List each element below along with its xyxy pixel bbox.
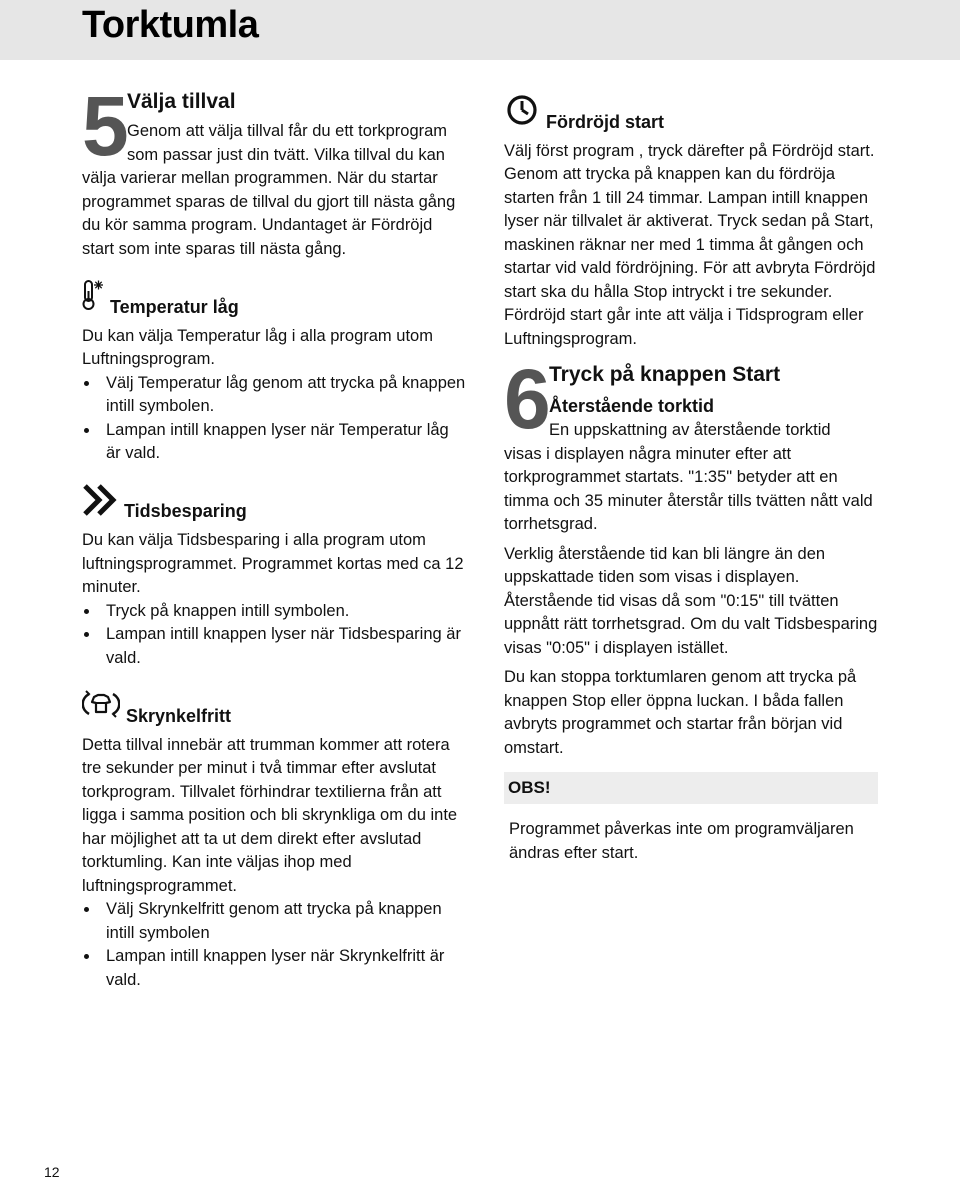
clock-icon bbox=[504, 94, 540, 134]
list-item: Tryck på knappen intill symbolen. bbox=[82, 600, 467, 624]
list-item: Välj Skrynkelfritt genom att trycka på knappen intill symbolen bbox=[82, 898, 467, 945]
list-item: Lampan intill knappen lyser när Temperatur låg är vald. bbox=[82, 419, 467, 466]
option-text: Du kan välja Tidsbesparing i alla program utom luftningsprogrammet. Programmet kortas med ca 12 minuter. bbox=[82, 531, 464, 596]
step-intro-continued: välja varierar mellan programmen. När du startar programmet sparas de tillval du gjort till nästa gång du kör samma program. Undantaget är Fördröjd start som inte sparas till nästa gång. bbox=[82, 169, 456, 258]
step-intro: Genom att välja tillval får du ett torkprogram som passar just din tvätt. Vilka tillval du kan bbox=[127, 122, 448, 164]
step-intro-continued: visas i displayen några minuter efter att torkprogrammet startats. "1:35" betyder att en timma och 35 minuter återstår tills tvätten nått vald torrhetsgrad. bbox=[504, 444, 873, 533]
left-column bbox=[82, 79, 467, 992]
bullet-list bbox=[82, 898, 467, 992]
bullet-list bbox=[82, 372, 467, 466]
option-text: Välj först program , tryck därefter på Fördröjd start. Genom att trycka på knappen kan du fördröja starten från 1 till 24 timmar. Lampan intill knappen lyser när tillvalet är aktiverat. Tryck sedan på Start, maskinen räknar ner med 1 timma åt gången och startar vid vald fördröjning. För att avbryta Fördröjd start ska du hålla Stop intryckt i tre sekunder. Fördröjd start går inte att välja i Tidsprogram eller Luftningsprogram. bbox=[504, 141, 876, 348]
option-title: Fördröjd start bbox=[546, 111, 665, 132]
option-heading-skrynkelfritt bbox=[82, 688, 467, 728]
option-text: Du kan välja Temperatur låg i alla program utom Luftningsprogram. bbox=[82, 326, 433, 368]
thermometer-low-icon bbox=[82, 279, 104, 319]
list-item: Välj Temperatur låg genom att trycka på knappen intill symbolen. bbox=[82, 372, 467, 419]
option-heading-fordrojd-start bbox=[504, 94, 884, 134]
list-item: Lampan intill knappen lyser när Skrynkelfritt är vald. bbox=[82, 945, 467, 992]
step-subtitle: Återstående torktid bbox=[549, 396, 715, 416]
option-title: Tidsbesparing bbox=[124, 501, 247, 521]
option-heading-temperatur-lag bbox=[82, 279, 467, 319]
list-item: Lampan intill knappen lyser när Tidsbesparing är vald. bbox=[82, 623, 467, 670]
page-title: Torktumla bbox=[82, 4, 259, 46]
step-number: 6 bbox=[504, 352, 549, 446]
bullet-list bbox=[82, 600, 467, 671]
option-title: Temperatur låg bbox=[110, 296, 239, 317]
step-title: Tryck på knappen Start bbox=[549, 363, 781, 386]
obs-label: OBS! bbox=[504, 772, 878, 804]
step-paragraph: Verklig återstående tid kan bli längre än den uppskattade tiden som visas i displayen. Återstående tid visas då som "0:15" till tvätten uppnått rätt torrhetsgrad. Om du valt Tidsbesparing visas "0:05" i displayen istället. bbox=[504, 544, 878, 657]
fast-forward-icon bbox=[82, 484, 118, 524]
anti-crease-icon bbox=[82, 688, 120, 728]
option-heading-tidsbesparing bbox=[82, 484, 467, 524]
step-6 bbox=[504, 352, 884, 446]
option-title: Skrynkelfritt bbox=[126, 705, 232, 726]
step-paragraph: Du kan stoppa torktumlaren genom att trycka på knappen Stop eller öppna luckan. I båda fallen avbryts programmet och startar från början vid omstart. bbox=[504, 668, 857, 757]
option-text: Detta tillval innebär att trumman kommer att rotera tre sekunder per minut i två timmar efter avslutat torkprogram. Tillvalet förhindrar textilierna från att ligga i samma position och bli skrynkliga om du inte har möjlighet att ta ut dem direkt efter avslutad torktumling. Kan inte väljas ihop med luftningsprogrammet. bbox=[82, 735, 458, 895]
step-intro: En uppskattning av återstående torktid bbox=[549, 421, 831, 439]
page-number: 12 bbox=[44, 1164, 60, 1180]
step-5 bbox=[82, 79, 467, 173]
right-column bbox=[504, 94, 884, 865]
obs-text: Programmet påverkas inte om programväljaren ändras efter start. bbox=[509, 820, 854, 862]
step-title: Välja tillval bbox=[127, 90, 236, 113]
step-number: 5 bbox=[82, 79, 127, 173]
